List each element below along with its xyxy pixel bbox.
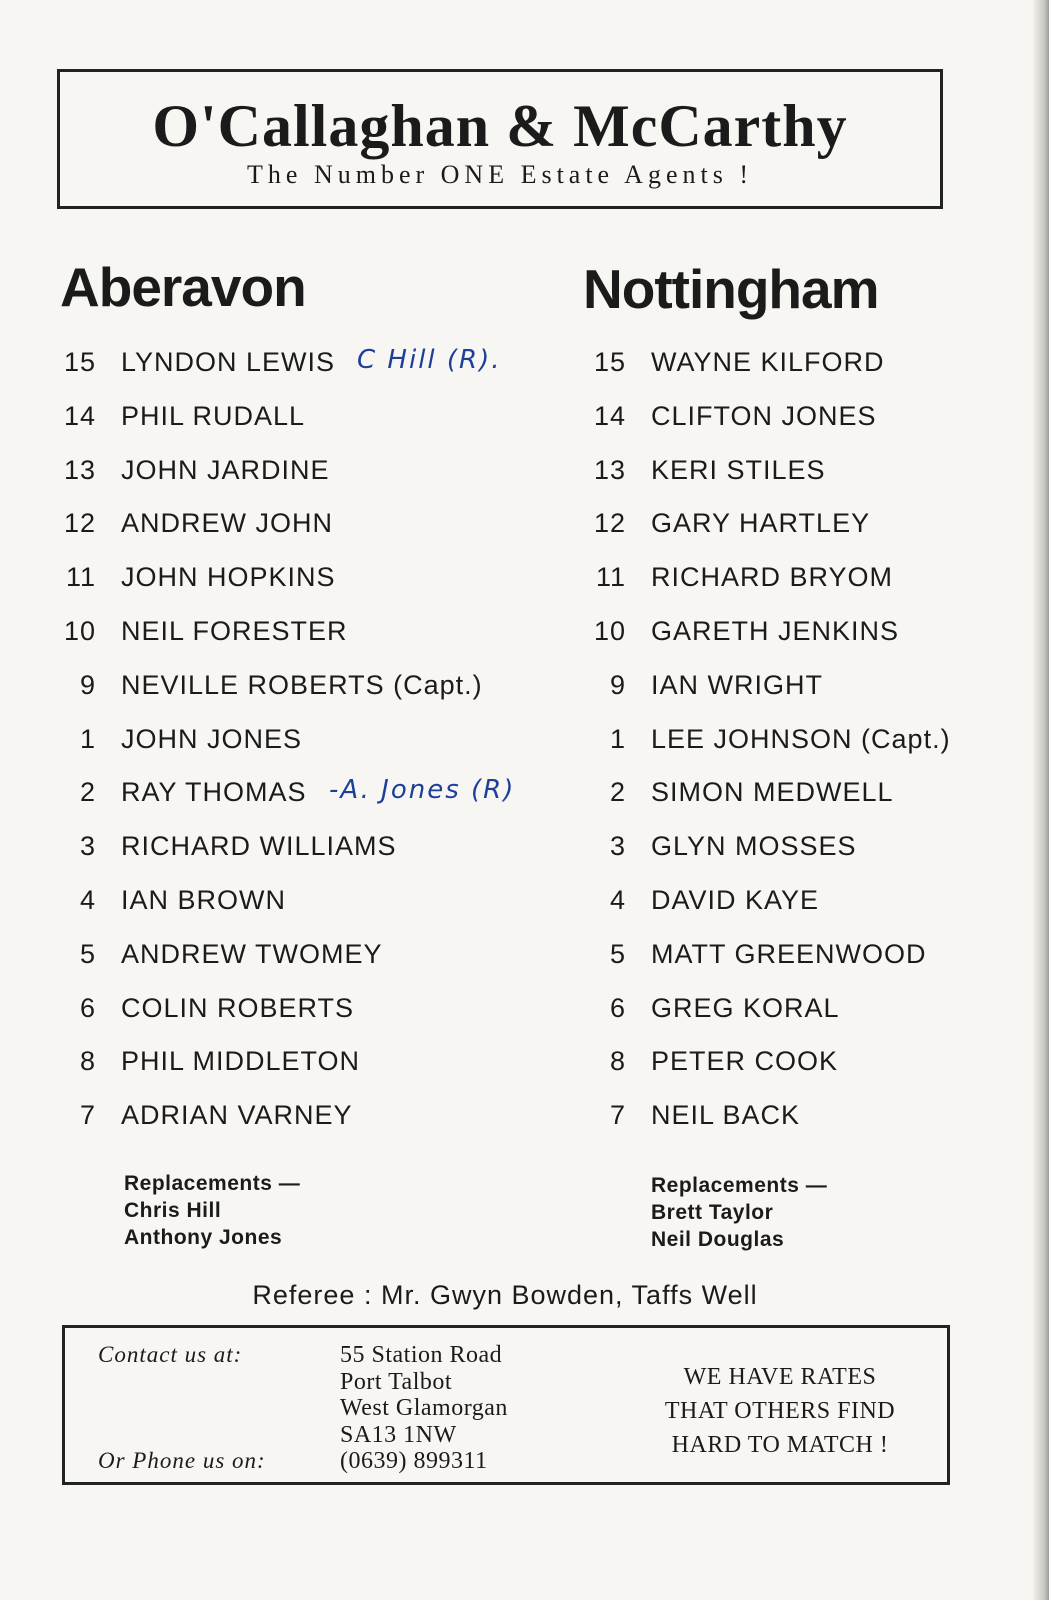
replacement-player: Chris Hill	[124, 1199, 222, 1222]
player-name: LEE JOHNSON (Capt.)	[651, 724, 951, 754]
player-number: 3	[79, 831, 96, 861]
slogan-line: THAT OTHERS FIND	[664, 1398, 896, 1424]
player-name: RAY THOMAS	[121, 777, 307, 807]
player-number: 6	[79, 993, 96, 1023]
handwritten-substitution-note: C Hill (R).	[357, 345, 502, 375]
page-edge-shadow	[1033, 0, 1049, 1600]
home-team-name: Aberavon	[60, 256, 306, 318]
player-name: GARY HARTLEY	[651, 508, 871, 538]
player-name: IAN WRIGHT	[651, 670, 823, 700]
player-number: 11	[65, 562, 96, 592]
player-name: ADRIAN VARNEY	[121, 1100, 353, 1130]
address-line: West Glamorgan	[340, 1395, 508, 1421]
player-number: 10	[63, 616, 96, 646]
player-name: PHIL RUDALL	[121, 401, 306, 431]
replacement-player: Brett Taylor	[651, 1201, 774, 1224]
player-number: 8	[79, 1046, 96, 1076]
player-name: GREG KORAL	[651, 993, 840, 1023]
player-name: ANDREW TWOMEY	[121, 939, 383, 969]
player-number: 9	[79, 670, 96, 700]
player-number: 7	[609, 1100, 626, 1130]
advert-title: O'Callaghan & McCarthy	[152, 93, 848, 159]
address-line: Port Talbot	[340, 1368, 453, 1395]
player-name: IAN BROWN	[121, 885, 287, 915]
player-number: 13	[63, 455, 96, 485]
phone-label: Or Phone us on:	[98, 1448, 266, 1473]
address-line: 55 Station Road	[340, 1342, 503, 1368]
player-name: WAYNE KILFORD	[651, 347, 885, 377]
player-name: NEIL FORESTER	[121, 616, 348, 646]
advert-header-box	[57, 69, 943, 209]
player-number: 7	[79, 1100, 96, 1130]
handwritten-substitution-note: -A. Jones (R)	[329, 775, 516, 805]
player-number: 14	[63, 401, 96, 431]
player-name: RICHARD BRYOM	[651, 562, 894, 592]
player-number: 9	[609, 670, 626, 700]
player-name: GLYN MOSSES	[651, 831, 857, 861]
player-number: 15	[63, 347, 96, 377]
player-name: COLIN ROBERTS	[121, 993, 355, 1023]
player-number: 8	[609, 1046, 626, 1076]
advert-tagline: The Number ONE Estate Agents !	[247, 160, 753, 189]
player-number: 6	[609, 993, 626, 1023]
player-name: LYNDON LEWIS	[121, 347, 336, 377]
replacement-player: Anthony Jones	[124, 1226, 283, 1249]
player-name: NEVILLE ROBERTS (Capt.)	[121, 670, 483, 700]
player-name: GARETH JENKINS	[651, 616, 900, 646]
player-name: JOHN JARDINE	[121, 455, 330, 485]
player-number: 13	[593, 455, 626, 485]
player-number: 2	[609, 777, 626, 807]
player-number: 1	[609, 724, 626, 754]
player-name: MATT GREENWOOD	[651, 939, 927, 969]
referee-line: Referee : Mr. Gwyn Bowden, Taffs Well	[252, 1280, 758, 1310]
player-name: KERI STILES	[651, 455, 826, 485]
player-name: JOHN JONES	[121, 724, 303, 754]
away-replacements	[651, 1172, 827, 1253]
player-number: 4	[609, 885, 626, 915]
player-name: DAVID KAYE	[651, 885, 820, 915]
contact-advert-box	[62, 1325, 950, 1485]
player-number: 10	[593, 616, 626, 646]
player-name: JOHN HOPKINS	[121, 562, 336, 592]
player-number: 3	[609, 831, 626, 861]
slogan-line: HARD TO MATCH !	[671, 1432, 889, 1458]
slogan-line: WE HAVE RATES	[683, 1364, 877, 1390]
phone-number: (0639) 899311	[340, 1448, 488, 1474]
player-name: SIMON MEDWELL	[651, 777, 894, 807]
player-name: ANDREW JOHN	[121, 508, 333, 538]
player-number: 15	[593, 347, 626, 377]
player-number: 5	[79, 939, 96, 969]
address-line: SA13 1NW	[340, 1421, 457, 1448]
player-number: 2	[79, 777, 96, 807]
player-name: PETER COOK	[651, 1046, 839, 1076]
contact-address	[340, 1342, 508, 1475]
contact-label: Contact us at:	[98, 1342, 243, 1367]
replacements-label: Replacements —	[124, 1172, 301, 1195]
player-number: 4	[79, 885, 96, 915]
replacement-player: Neil Douglas	[651, 1228, 785, 1251]
player-name: RICHARD WILLIAMS	[121, 831, 397, 861]
player-name: PHIL MIDDLETON	[121, 1046, 361, 1076]
home-replacements	[124, 1170, 300, 1251]
player-name: NEIL BACK	[651, 1100, 801, 1130]
player-number: 12	[593, 508, 626, 538]
player-number: 11	[595, 562, 626, 592]
player-number: 12	[63, 508, 96, 538]
player-name: CLIFTON JONES	[651, 401, 877, 431]
player-number: 14	[593, 401, 626, 431]
replacements-label: Replacements —	[651, 1174, 828, 1197]
player-number: 1	[79, 724, 96, 754]
player-number: 5	[609, 939, 626, 969]
away-team-name: Nottingham	[583, 258, 879, 320]
advert-slogan	[635, 1360, 925, 1462]
